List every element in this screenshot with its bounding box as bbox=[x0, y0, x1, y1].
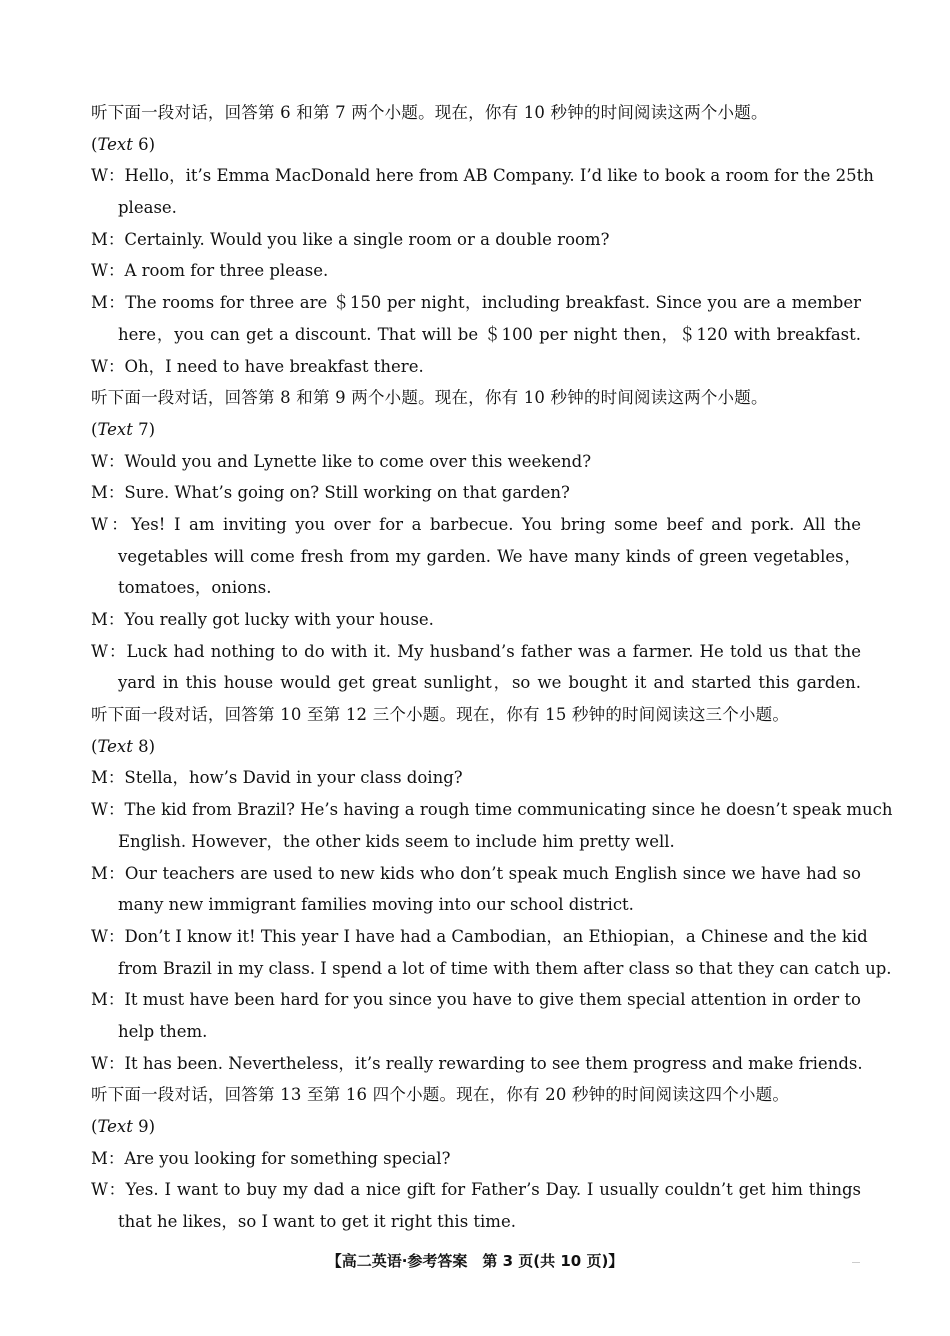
dialogue-line: here，you can get a discount. That will be ＄100 per night then，＄120 with breakfast. bbox=[118, 324, 861, 344]
dialogue-line: please. bbox=[118, 198, 177, 218]
dialogue-line: W：Luck had nothing to do with it. My husband’s father was a farmer. He told us that the bbox=[91, 641, 861, 661]
dialogue-line: that he likes，so I want to get it right this time. bbox=[118, 1212, 516, 1232]
dialogue-line: M：Our teachers are used to new kids who don’t speak much English since we have had so bbox=[91, 863, 861, 883]
dialogue-line: W：Would you and Lynette like to come over this weekend? bbox=[91, 451, 592, 471]
dialogue-line: tomatoes，onions. bbox=[118, 578, 272, 598]
dialogue-line: W：Yes. I want to buy my dad a nice gift for Father’s Day. I usually couldn’t get him things bbox=[91, 1180, 861, 1200]
text-label-word: Text bbox=[97, 736, 133, 756]
transcript-body bbox=[91, 97, 893, 1238]
dialogue-line: M：You really got lucky with your house. bbox=[91, 610, 434, 629]
section-instruction: 听下面一段对话，回答第 6 和第 7 两个小题。现在，你有 10 秒钟的时间阅读这两个小题。 bbox=[91, 103, 768, 122]
dialogue-line: vegetables will come fresh from my garden. We have many kinds of green vegetables， bbox=[118, 546, 861, 566]
dialogue-line: W：Yes! I am inviting you over for a barbecue. You bring some beef and pork. All the bbox=[91, 514, 861, 534]
page-footer: 【高二英语·参考答案 第 3 页(共 10 页)】 bbox=[326, 1252, 624, 1270]
section-instruction: 听下面一段对话，回答第 13 至第 16 四个小题。现在，你有 20 秒钟的时间阅读这四个小题。 bbox=[91, 1085, 790, 1105]
corner-mark bbox=[852, 1262, 860, 1263]
dialogue-line: M：Stella，how’s David in your class doing? bbox=[91, 768, 463, 788]
dialogue-line: M：It must have been hard for you since you have to give them special attention in order to bbox=[91, 990, 861, 1010]
section-instruction: 听下面一段对话，回答第 10 至第 12 三个小题。现在，你有 15 秒钟的时间阅读这三个小题。 bbox=[91, 705, 790, 725]
dialogue-line: W：Hello，it’s Emma MacDonald here from AB Company. I’d like to book a room for the 25th bbox=[91, 166, 874, 186]
dialogue-line: W：A room for three please. bbox=[91, 261, 329, 281]
text-label-word: Text bbox=[97, 419, 133, 439]
text-label: (Text 9) bbox=[91, 1117, 156, 1136]
text-label: (Text 8) bbox=[91, 736, 156, 756]
text-label-word: Text bbox=[97, 134, 133, 154]
dialogue-line: help them. bbox=[118, 1021, 208, 1041]
text-label: (Text 7) bbox=[91, 419, 156, 439]
dialogue-line: M：The rooms for three are ＄150 per night，including breakfast. Since you are a member bbox=[91, 293, 861, 313]
dialogue-line: W：Don’t I know it! This year I have had a Cambodian，an Ethiopian，a Chinese and the kid bbox=[91, 926, 868, 946]
dialogue-line: English. However，the other kids seem to include him pretty well. bbox=[118, 831, 675, 851]
dialogue-line: W：Oh，I need to have breakfast there. bbox=[91, 356, 424, 376]
text-label: (Text 6) bbox=[91, 134, 156, 154]
text-label-number: 8 bbox=[138, 736, 149, 756]
dialogue-line: M：Are you looking for something special? bbox=[91, 1148, 451, 1168]
dialogue-line: from Brazil in my class. I spend a lot of time with them after class so that they can catch up. bbox=[118, 958, 892, 978]
text-label-number: 6 bbox=[138, 134, 149, 154]
dialogue-line: M：Certainly. Would you like a single room or a double room? bbox=[91, 229, 610, 249]
dialogue-line: yard in this house would get great sunlight，so we bought it and started this garden. bbox=[118, 673, 861, 693]
text-label-word: Text bbox=[97, 1117, 133, 1136]
text-label-number: 9 bbox=[138, 1117, 149, 1136]
section-instruction: 听下面一段对话，回答第 8 和第 9 两个小题。现在，你有 10 秒钟的时间阅读这两个小题。 bbox=[91, 388, 768, 408]
dialogue-line: many new immigrant families moving into our school district. bbox=[118, 895, 634, 915]
dialogue-line: W：It has been. Nevertheless，it’s really rewarding to see them progress and make friends. bbox=[91, 1053, 863, 1073]
dialogue-line: W：The kid from Brazil? He’s having a rough time communicating since he doesn’t speak much bbox=[91, 800, 893, 820]
text-label-number: 7 bbox=[138, 419, 149, 439]
dialogue-line: M：Sure. What’s going on? Still working on that garden? bbox=[91, 483, 570, 503]
